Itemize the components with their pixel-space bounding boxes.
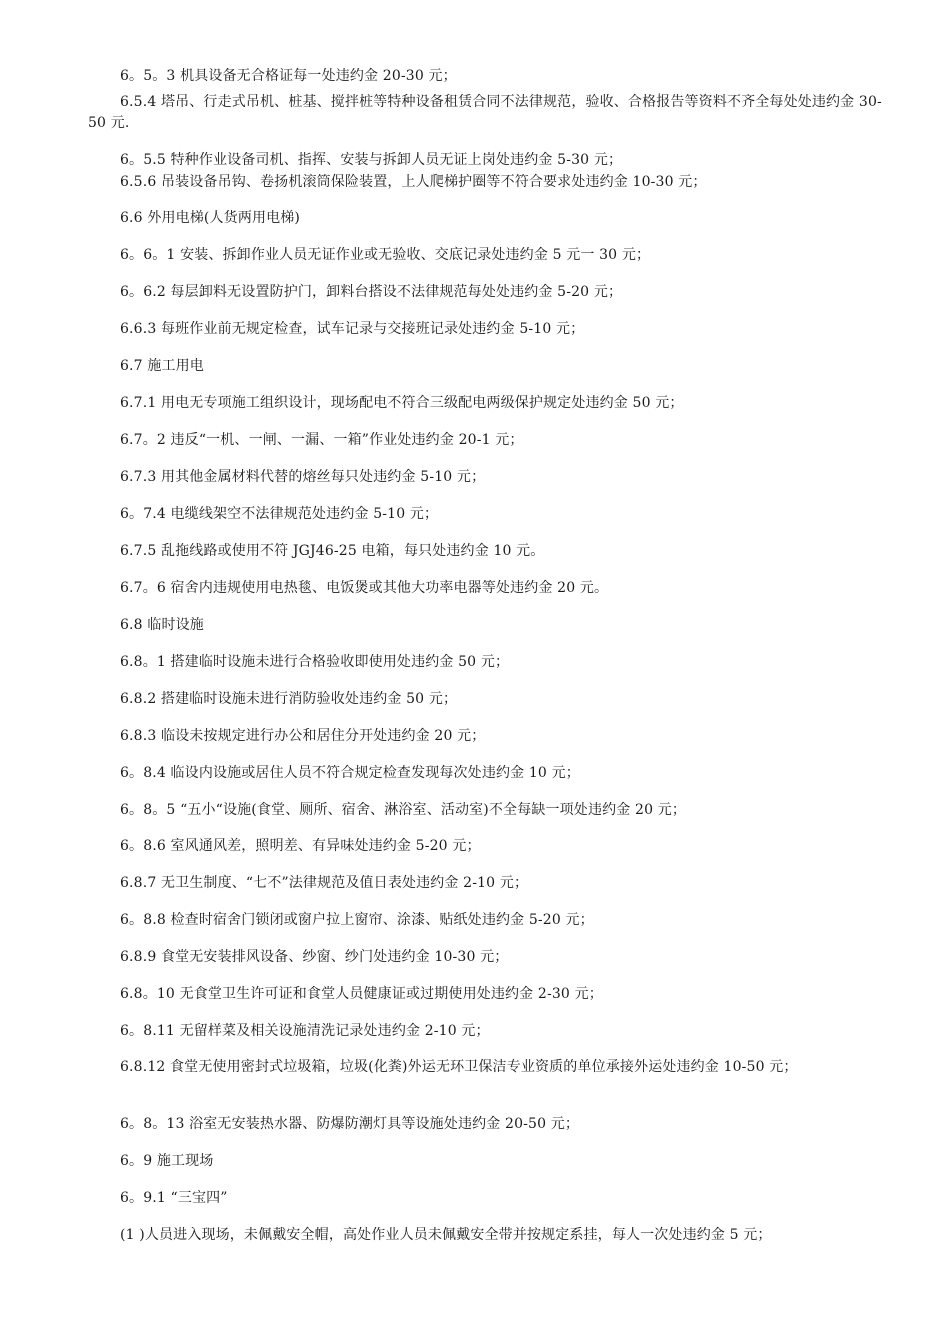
clause-6-8-11: 6。8.11 无留样菜及相关设施清洗记录处违约金 2-10 元； — [120, 1023, 490, 1039]
clause-6-6-2: 6。6.2 每层卸料无设置防护门，卸料台搭设不法律规范每处处违约金 5-20 元； — [120, 284, 623, 300]
clause-6-8-3: 6.8.3 临设未按规定进行办公和居住分开处违约金 20 元； — [120, 728, 486, 744]
clause-6-7-6: 6.7。6 宿舍内违规使用电热毯、电饭煲或其他大功率电器等处违约金 20 元。 — [120, 580, 609, 596]
section-6-9-heading: 6。9 施工现场 — [120, 1153, 214, 1169]
clause-6-7-2: 6.7。2 违反“一机、一闸、一漏、一箱”作业处违约金 20-1 元； — [120, 432, 524, 448]
clause-6-7-4: 6。7.4 电缆线架空不法律规范处违约金 5-10 元； — [120, 506, 439, 522]
clause-6-8-8: 6。8.8 检查时宿舍门锁闭或窗户拉上窗帘、涂漆、贴纸处违约金 5-20 元； — [120, 912, 594, 928]
clause-6-8-6: 6。8.6 室风通风差，照明差、有异味处违约金 5-20 元； — [120, 838, 481, 854]
clause-6-8-12: 6.8.12 食堂无使用密封式垃圾箱，垃圾(化粪)外运无环卫保洁专业资质的单位承接外运处违约金 10-50 元； — [120, 1059, 798, 1075]
clause-6-8-7: 6.8.7 无卫生制度、“七不”法律规范及值日表处违约金 2-10 元； — [120, 875, 529, 891]
section-6-8-heading: 6.8 临时设施 — [120, 617, 204, 633]
clause-6-7-1: 6.7.1 用电无专项施工组织设计，现场配电不符合三级配电两级保护规定处违约金 50 元； — [120, 395, 684, 411]
clause-6-7-3: 6.7.3 用其他金属材料代替的熔丝每只处违约金 5-10 元； — [120, 469, 486, 485]
clause-6-9-1-item-1: (1 )人员进入现场，未佩戴安全帽，高处作业人员未佩戴安全带并按规定系挂，每人一次处违约金 5 元； — [120, 1227, 772, 1243]
clause-6-8-4: 6。8.4 临设内设施或居住人员不符合规定检查发现每次处违约金 10 元； — [120, 765, 580, 781]
section-6-7-heading: 6.7 施工用电 — [120, 358, 204, 374]
clause-6-6-1: 6。6。1 安装、拆卸作业人员无证作业或无验收、交底记录处违约金 5 元一 30 元； — [120, 247, 651, 263]
clause-6-8-5: 6。8。5 “五小“设施(食堂、厕所、宿舍、淋浴室、活动室)不全每缺一项处违约金 20 元； — [120, 802, 687, 818]
clause-6-6-3: 6.6.3 每班作业前无规定检查，试车记录与交接班记录处违约金 5-10 元； — [120, 321, 585, 337]
clause-6-5-4: 6.5.4 塔吊、行走式吊机、桩基、搅拌桩等特种设备租赁合同不法律规范，验收、合格报告等资料不齐全每处处违约金 30-50 元. — [88, 94, 882, 131]
clause-6-8-13: 6。8。13 浴室无安装热水器、防爆防潮灯具等设施处违约金 20-50 元； — [120, 1116, 580, 1132]
clause-6-7-5: 6.7.5 乱拖线路或使用不符 JGJ46-25 电箱，每只处违约金 10 元。 — [120, 543, 545, 559]
clause-6-8-2: 6.8.2 搭建临时设施未进行消防验收处违约金 50 元； — [120, 691, 458, 707]
clause-6-8-1: 6.8。1 搭建临时设施未进行合格验收即使用处违约金 50 元； — [120, 654, 510, 670]
clause-6-5-3: 6。5。3 机具设备无合格证每一处违约金 20-30 元； — [120, 68, 457, 84]
clause-6-5-6: 6.5.6 吊装设备吊钩、卷扬机滚筒保险装置，上人爬梯护圈等不符合要求处违约金 10-30 元； — [120, 174, 707, 190]
clause-6-8-10: 6.8。10 无食堂卫生许可证和食堂人员健康证或过期使用处违约金 2-30 元； — [120, 986, 603, 1002]
section-6-6-heading: 6.6 外用电梯(人货两用电梯) — [120, 210, 301, 226]
clause-6-9-1: 6。9.1 “三宝四” — [120, 1190, 228, 1206]
clause-6-8-9: 6.8.9 食堂无安装排风设备、纱窗、纱门处违约金 10-30 元； — [120, 949, 509, 965]
clause-6-5-5: 6。5.5 特种作业设备司机、指挥、安装与拆卸人员无证上岗处违约金 5-30 元； — [120, 152, 623, 168]
